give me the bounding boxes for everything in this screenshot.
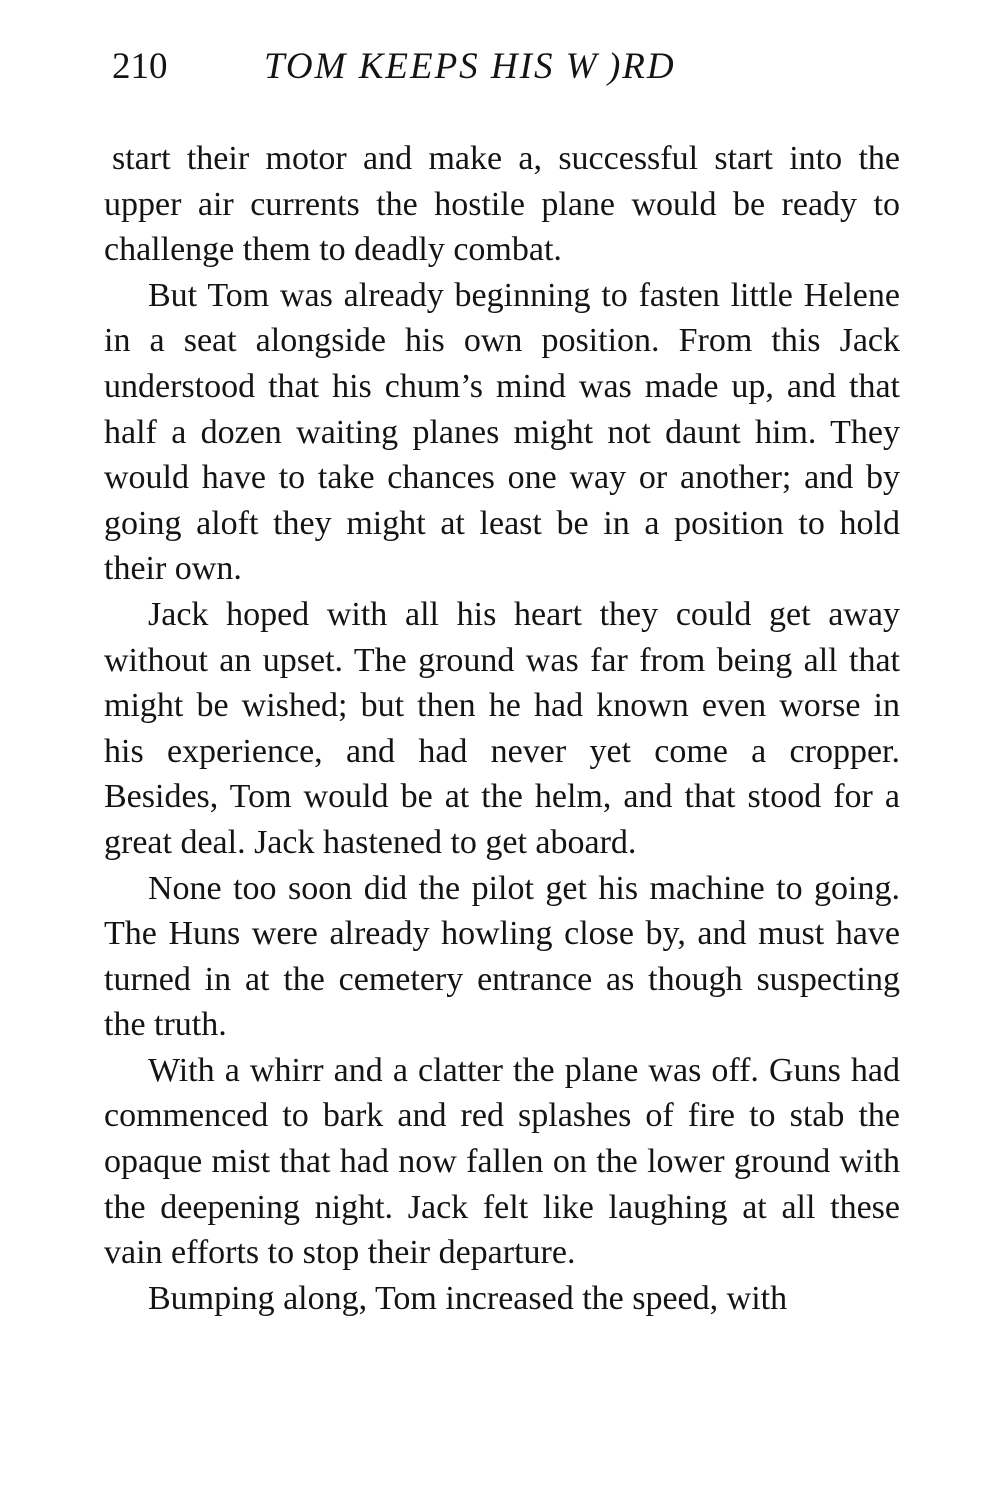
paragraph-2: But Tom was already beginning to fasten little Helene in a seat alongside his own position. From this Jack understood that his chum’s mind was made up, and that half a dozen waiting planes might not daunt him. They would have to take chances one way or another; and by going aloft they might at least be in a position to hold their own. — [104, 276, 900, 588]
body-text — [104, 136, 900, 1321]
paragraph-4: None too soon did the pilot get his machine to going. The Huns were already howling close by, and must have turned in at the cemetery entrance as though suspecting the truth. — [104, 869, 900, 1044]
running-head — [112, 42, 892, 92]
paragraph-5: With a whirr and a clatter the plane was off. Guns had commenced to bark and red splashes of fire to stab the opaque mist that had now fallen on the lower ground with the deepening night. Jack felt like laughing at all these vain efforts to stop their departure. — [104, 1051, 900, 1272]
page-number: 210 — [112, 46, 168, 87]
paragraph-1: start their motor and make a, successful start into the upper air currents the hostile plane would be ready to challenge them to deadly combat. — [104, 140, 900, 269]
paragraph-3: Jack hoped with all his heart they could get away without an upset. The ground was far from being all that might be wished; but then he had known even worse in his experience, and had never yet come a cropper. Besides, Tom would be at the helm, and that stood for a great deal. Jack hastened to get aboard. — [104, 595, 900, 861]
paragraph-6: Bumping along, Tom increased the speed, with — [148, 1279, 788, 1317]
chapter-title: TOM KEEPS HIS W )RD — [264, 46, 676, 87]
